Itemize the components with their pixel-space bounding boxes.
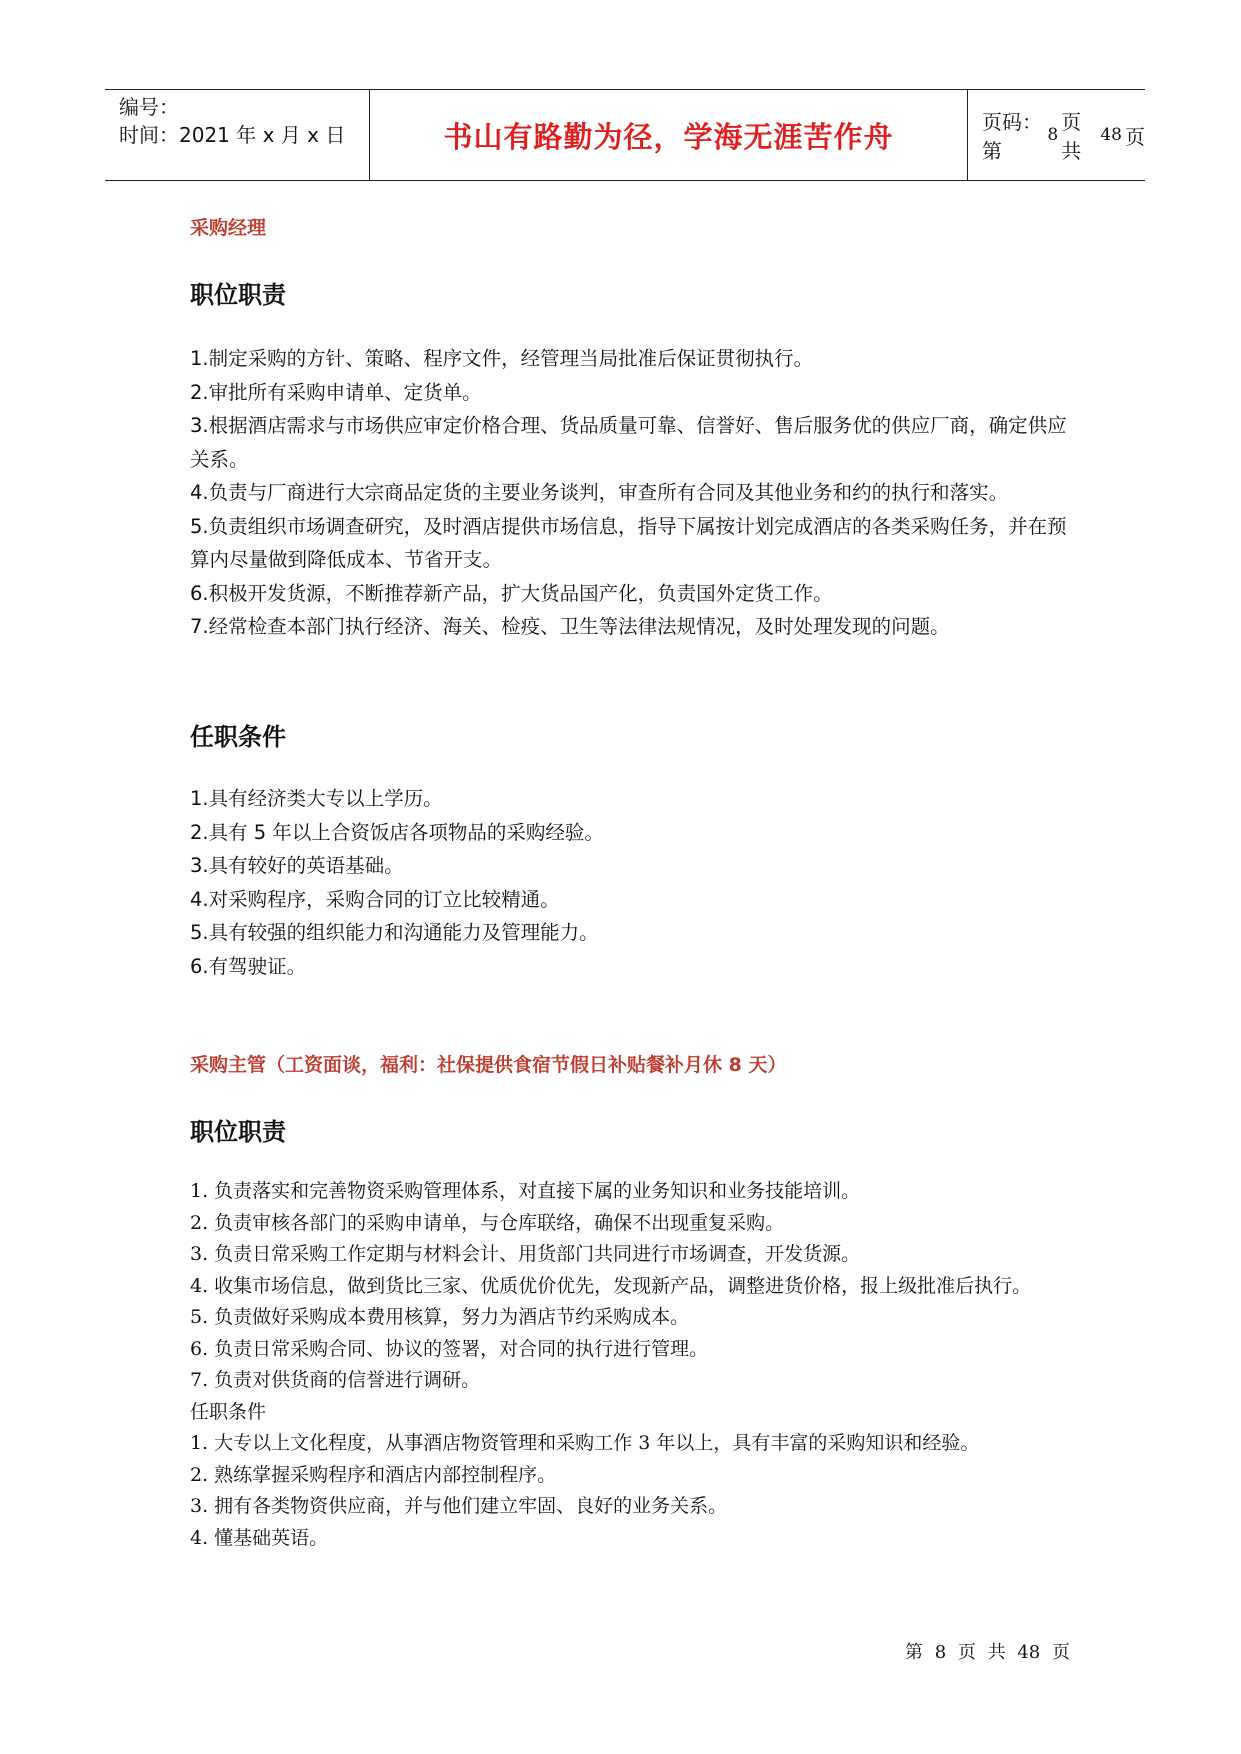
list-item: 2. 负责审核各部门的采购申请单，与仓库联络，确保不出现重复采购。 bbox=[190, 1211, 785, 1234]
list-item: 2. 熟练掌握采购程序和酒店内部控制程序。 bbox=[190, 1463, 557, 1486]
list-item: 1.制定采购的方针、策略、程序文件，经管理当局批准后保证贯彻执行。 bbox=[190, 347, 814, 370]
list-item: 1.具有经济类大专以上学历。 bbox=[190, 787, 443, 810]
list-item: 7.经常检查本部门执行经济、海关、检疫、卫生等法律法规情况，及时处理发现的问题。 bbox=[190, 615, 950, 638]
list-item: 1. 负责落实和完善物资采购管理体系，对直接下属的业务知识和业务技能培训。 bbox=[190, 1180, 861, 1202]
section1-title: 采购经理 bbox=[190, 217, 267, 239]
list-item: 6.积极开发货源，不断推荐新产品，扩大货品国产化，负责国外定货工作。 bbox=[190, 581, 833, 605]
section1-requirements-list bbox=[190, 782, 1070, 983]
section1-duties-heading: 职位职责 bbox=[190, 281, 286, 309]
list-item: 4. 懂基础英语。 bbox=[190, 1526, 329, 1549]
section2-duties-heading: 职位职责 bbox=[190, 1118, 286, 1146]
section2-title: 采购主管（工资面谈，福利：社保提供食宿节假日补贴餐补月休 8 天） bbox=[190, 1054, 787, 1076]
list-item: 3. 拥有各类物资供应商，并与他们建立牢固、良好的业务关系。 bbox=[190, 1495, 728, 1517]
page-current: 8 bbox=[1047, 125, 1059, 145]
list-item: 2.审批所有采购申请单、定货单。 bbox=[190, 380, 482, 404]
section1-duties-list bbox=[190, 342, 1070, 644]
page-footer: 第 8 页 共 48 页 bbox=[905, 1642, 1070, 1663]
section2-requirements-heading: 任职条件 bbox=[190, 1400, 267, 1423]
list-item: 5.负责组织市场调查研究，及时酒店提供市场信息，指导下属按计划完成酒店的各类采购任务，并在预算内尽量做到降低成本、节省开支。 bbox=[190, 514, 1067, 571]
list-item: 3.根据酒店需求与市场供应审定价格合理、货品质量可靠、信誉好、售后服务优的供应厂商，确定供应关系。 bbox=[190, 414, 1067, 471]
list-item: 4.对采购程序，采购合同的订立比较精通。 bbox=[190, 887, 560, 911]
section1-requirements-heading: 任职条件 bbox=[190, 723, 286, 751]
list-item: 1. 大专以上文化程度，从事酒店物资管理和采购工作 3 年以上，具有丰富的采购知识和经验。 bbox=[190, 1432, 980, 1454]
header-page-number bbox=[968, 90, 1145, 180]
list-item: 6.有驾驶证。 bbox=[190, 954, 307, 978]
page-mid: 页 共 bbox=[1061, 110, 1082, 163]
list-item: 5.具有较强的组织能力和沟通能力及管理能力。 bbox=[190, 921, 599, 944]
page-total: 48 bbox=[1100, 125, 1122, 145]
list-item: 5. 负责做好采购成本费用核算，努力为酒店节约采购成本。 bbox=[190, 1306, 690, 1328]
list-item: 4.负责与厂商进行大宗商品定货的主要业务谈判，审查所有合同及其他业务和约的执行和落实。 bbox=[190, 481, 1009, 504]
list-item: 7. 负责对供货商的信誉进行调研。 bbox=[190, 1369, 481, 1391]
header-meta bbox=[105, 90, 370, 180]
list-item: 6. 负责日常采购合同、协议的签署，对合同的执行进行管理。 bbox=[190, 1337, 709, 1360]
list-item: 4. 收集市场信息，做到货比三家、优质优价优先，发现新产品，调整进货价格，报上级批准后执行。 bbox=[190, 1274, 1032, 1297]
document-number-label: 编号： bbox=[119, 95, 179, 119]
header-motto: 书山有路勤为径，学海无涯苦作舟 bbox=[370, 90, 968, 180]
list-item: 3. 负责日常采购工作定期与材料会计、用货部门共同进行市场调查，开发货源。 bbox=[190, 1243, 861, 1265]
page-suffix: 页 bbox=[1125, 124, 1145, 149]
document-time: 时间：2021 年 x 月 x 日 bbox=[119, 123, 346, 147]
list-item: 3.具有较好的英语基础。 bbox=[190, 854, 404, 877]
list-item: 2.具有 5 年以上合资饭店各项物品的采购经验。 bbox=[190, 820, 604, 844]
section2-duties-list bbox=[190, 1176, 1070, 1554]
page-header bbox=[105, 89, 1145, 181]
page-prefix: 页码：第 bbox=[982, 110, 1042, 163]
